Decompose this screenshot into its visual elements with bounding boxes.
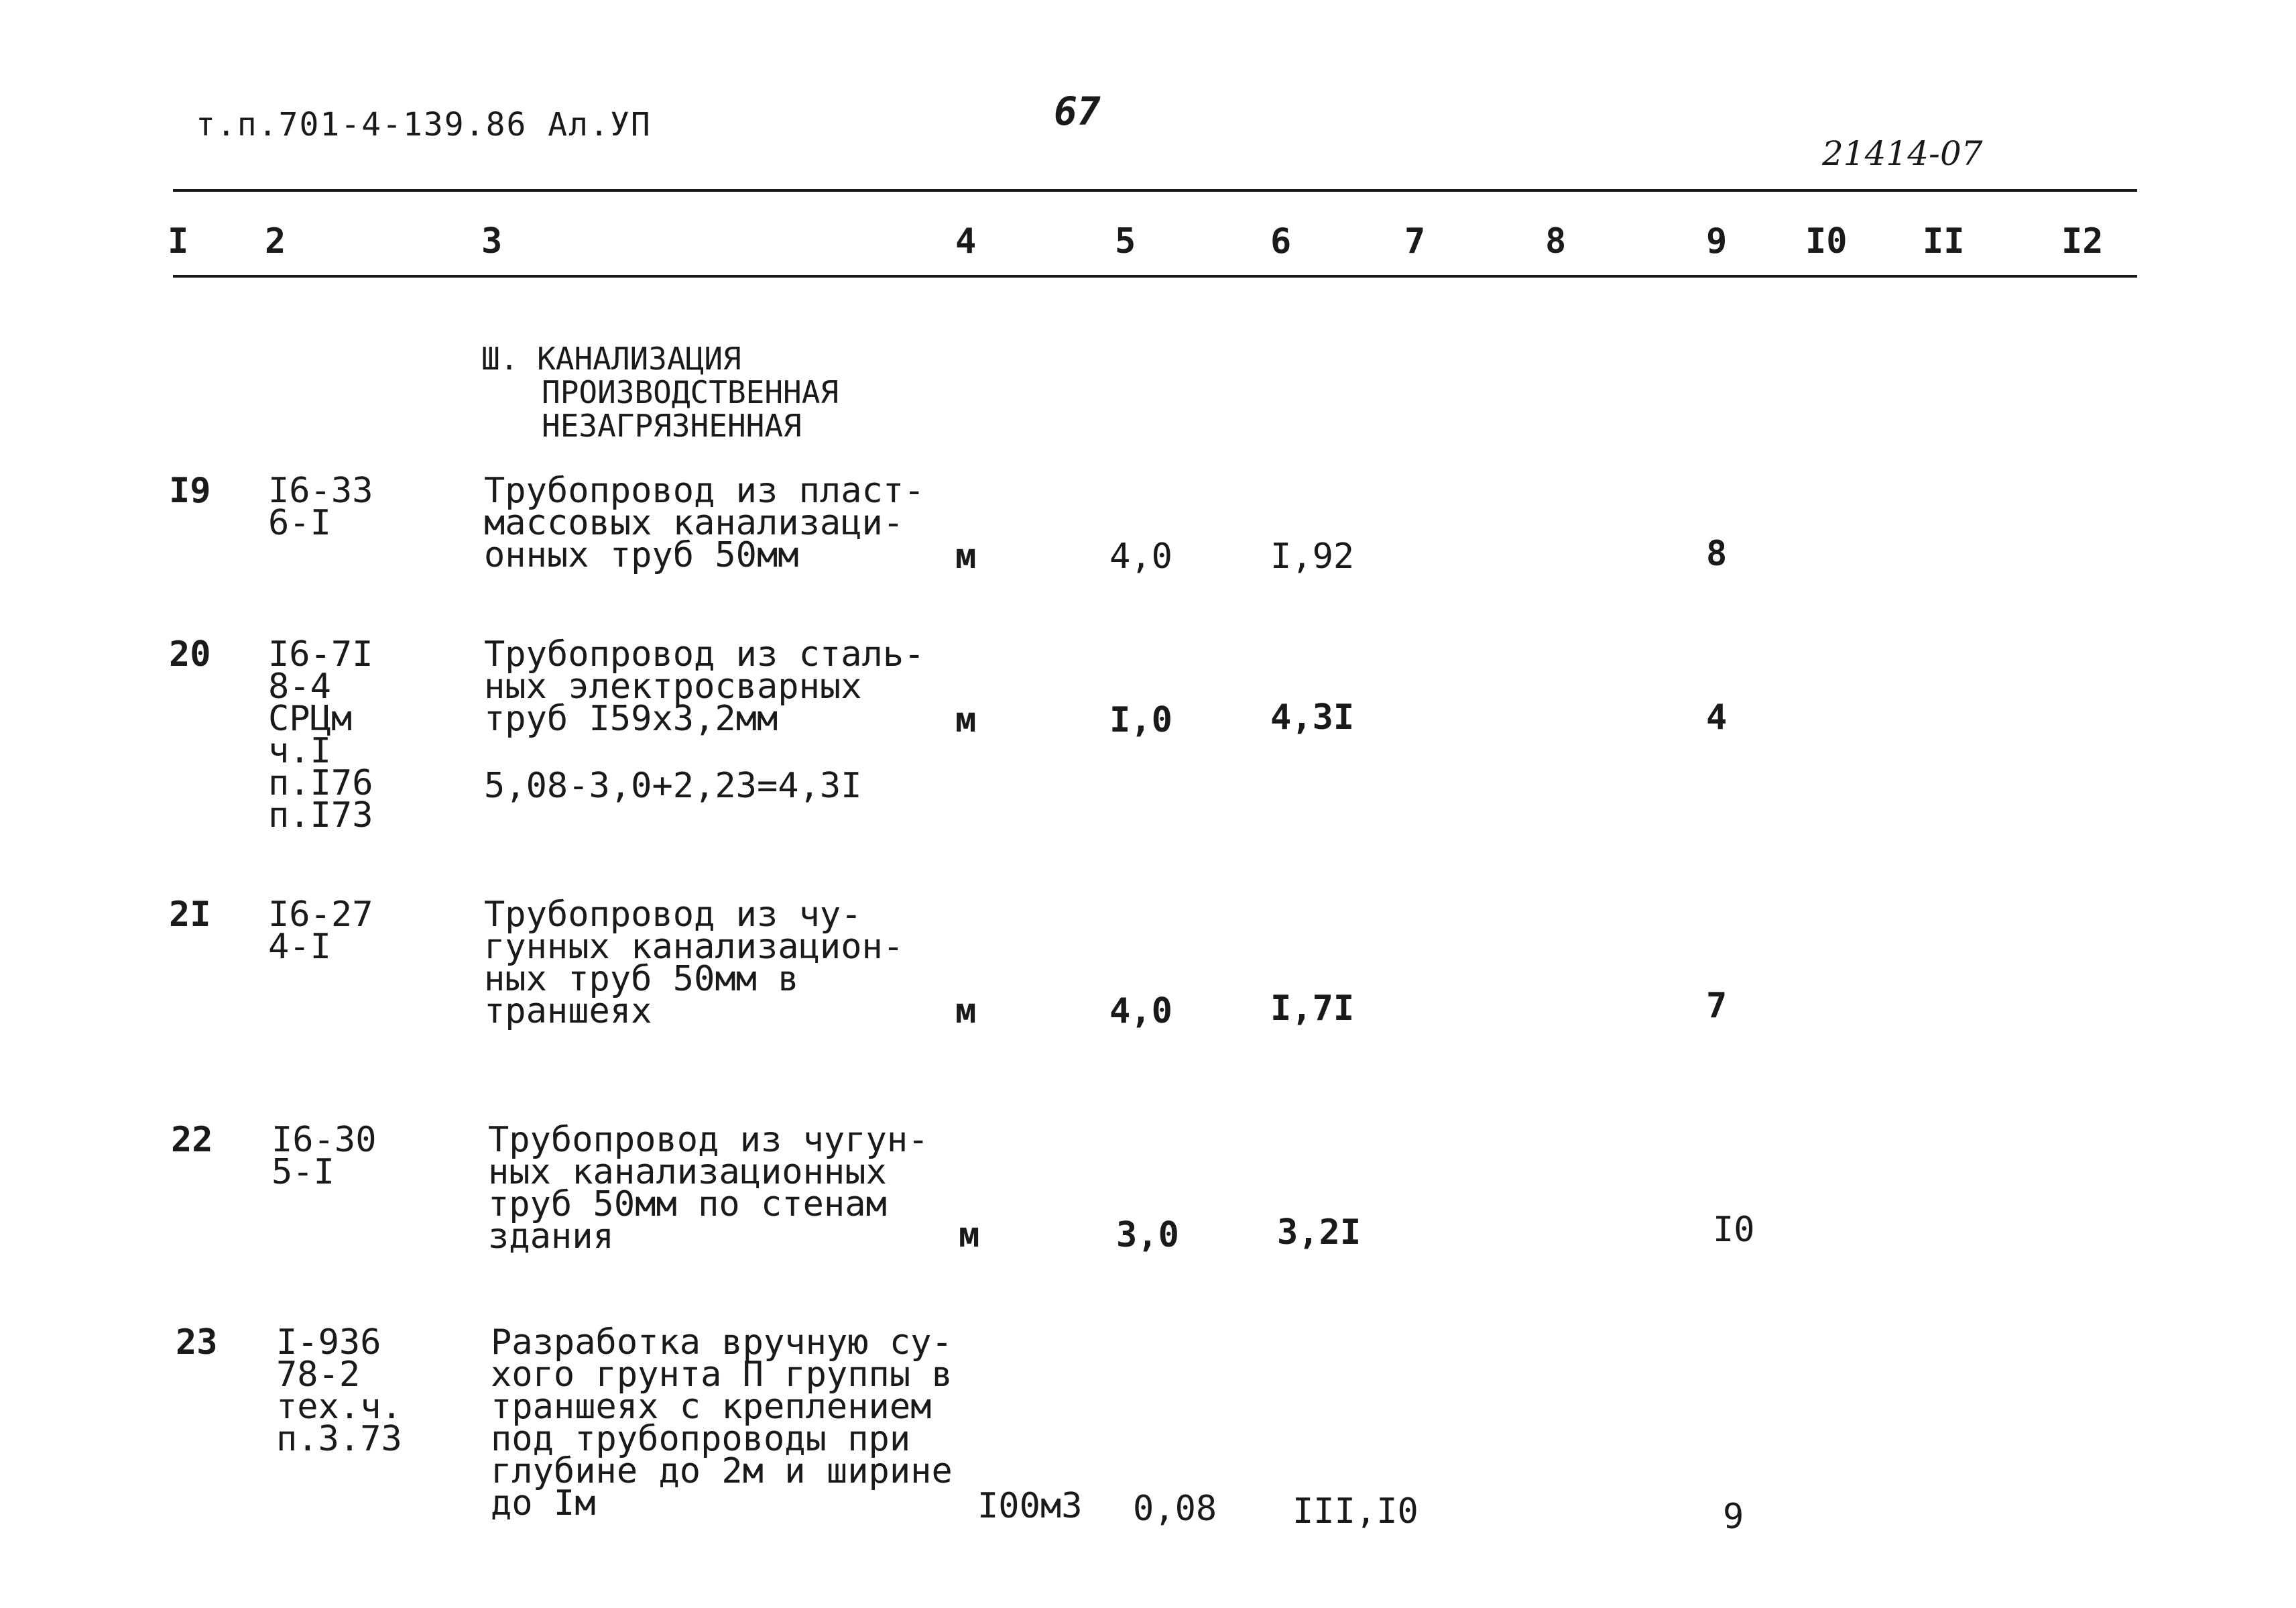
row-quantity: 3,0 <box>1116 1215 1179 1255</box>
column-header-1: I <box>168 221 189 262</box>
column-header-7: 7 <box>1404 221 1426 262</box>
row-quantity: 4,0 <box>1109 991 1172 1031</box>
row-rate: I,92 <box>1270 536 1355 577</box>
row-number: 2I <box>169 895 211 935</box>
page-number: 67 <box>1054 89 1101 134</box>
row-rate: III,I0 <box>1292 1491 1418 1532</box>
row-number: 22 <box>171 1120 213 1160</box>
column-header-8: 8 <box>1545 221 1567 262</box>
column-header-6: 6 <box>1270 221 1292 262</box>
row-col9: 4 <box>1706 697 1728 738</box>
row-code: I-936 78-2 тех.ч. п.3.73 <box>276 1322 402 1459</box>
row-calculation: 5,08-3,0+2,23=4,3I <box>484 766 862 806</box>
row-quantity: I,0 <box>1109 700 1172 740</box>
row-quantity: 4,0 <box>1109 536 1172 577</box>
column-header-4: 4 <box>955 221 977 262</box>
column-header-12: I2 <box>2061 221 2104 262</box>
header-rule-top <box>173 189 2137 192</box>
row-col9: 8 <box>1706 534 1728 574</box>
row-description: Трубопровод из сталь- ных электросварных труб I59х3,2мм <box>484 634 925 739</box>
section-title <box>481 342 839 443</box>
row-number: I9 <box>169 471 211 511</box>
column-header-5: 5 <box>1115 221 1136 262</box>
row-rate: 4,3I <box>1270 697 1355 738</box>
section-title-line3: НЕЗАГРЯЗНЕННАЯ <box>542 408 802 444</box>
row-number: 23 <box>176 1322 218 1363</box>
row-unit: м <box>955 700 977 740</box>
section-title-line2: ПРОИЗВОДСТВЕННАЯ <box>542 374 839 410</box>
row-code: I6-7I 8-4 СРЦм ч.I п.I76 п.I73 <box>268 634 373 836</box>
row-col9: I0 <box>1713 1210 1755 1250</box>
column-header-9: 9 <box>1706 221 1728 262</box>
row-unit: м <box>955 991 977 1031</box>
archive-stamp: 21414-07 <box>1822 134 1983 173</box>
row-description: Трубопровод из пласт- массовых канализаци- онных труб 50мм <box>484 471 925 575</box>
column-header-2: 2 <box>265 221 286 262</box>
row-rate: I,7I <box>1270 988 1355 1029</box>
row-code: I6-33 6-I <box>268 471 373 543</box>
row-col9: 9 <box>1723 1497 1744 1537</box>
header-rule-bottom <box>173 275 2137 278</box>
column-header-3: 3 <box>481 221 503 262</box>
row-code: I6-30 5-I <box>271 1120 377 1192</box>
row-unit: м <box>959 1215 980 1255</box>
document-code: т.п.701-4-139.86 Ал.УП <box>196 106 652 143</box>
column-header-10: I0 <box>1805 221 1848 262</box>
row-description: Трубопровод из чугун- ных канализационных труб 50мм по стенам здания <box>488 1120 929 1257</box>
row-col9: 7 <box>1706 986 1728 1026</box>
row-unit: I00м3 <box>977 1486 1083 1526</box>
row-rate: 3,2I <box>1277 1212 1362 1253</box>
row-unit: м <box>955 536 977 577</box>
section-title-line1: Ш. КАНАЛИЗАЦИЯ <box>481 341 741 377</box>
row-description: Разработка вручную су- хого грунта П группы в траншеях с креплением под трубопроводы при глубине до 2м и ширине до Iм <box>491 1322 953 1524</box>
row-code: I6-27 4-I <box>268 895 373 967</box>
row-description: Трубопровод из чу- гунных канализацион- ных труб 50мм в траншеях <box>484 895 904 1031</box>
row-quantity: 0,08 <box>1133 1489 1217 1529</box>
row-number: 20 <box>169 634 211 675</box>
column-header-11: II <box>1923 221 1965 262</box>
